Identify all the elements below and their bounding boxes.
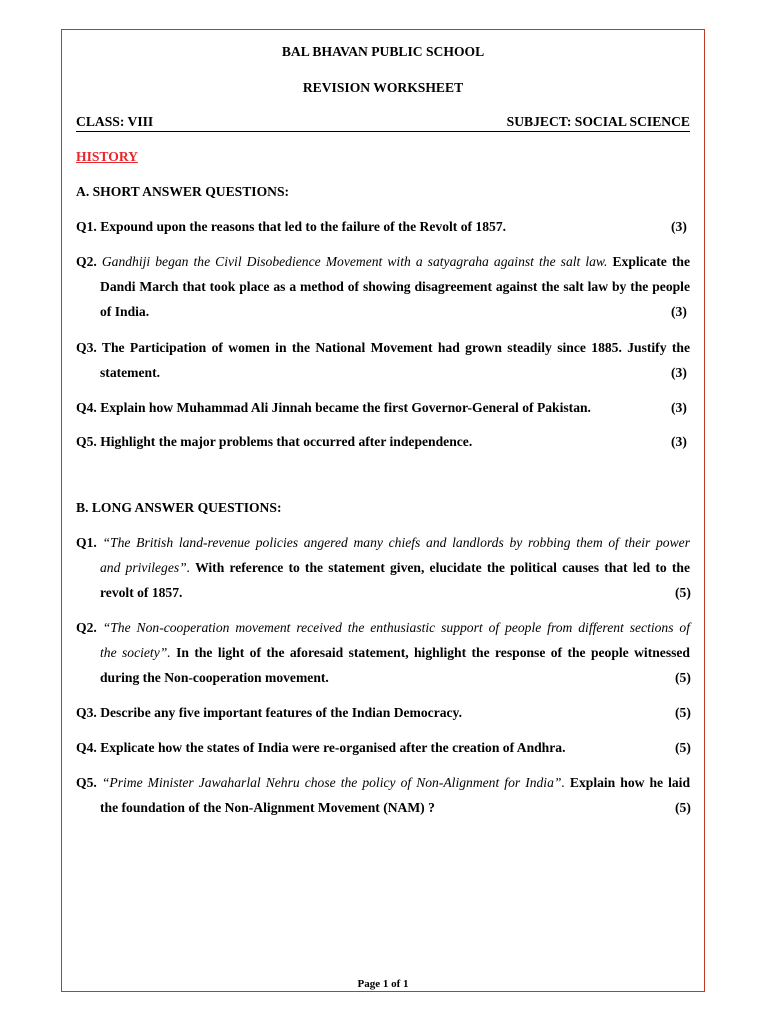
question-text: In the light of the aforesaid statement, highlight the response of the people witnessed [176, 645, 690, 660]
question-number: Q1. [76, 535, 97, 550]
marks: (5) [675, 670, 691, 685]
question-number: Q3. [76, 705, 97, 720]
question-number: Q4. [76, 740, 97, 755]
school-name: BAL BHAVAN PUBLIC SCHOOL [281, 44, 485, 59]
question-quote: Gandhiji began the Civil Disobedience Movement with a satyagraha against the salt law. [101, 254, 608, 269]
question-text: Explain how he laid [569, 775, 691, 790]
section-heading-history: HISTORY [76, 149, 138, 164]
question-quote: “The Non-cooperation movement received the enthusiastic support of people from different sections of [102, 620, 690, 635]
question-text: statement. [100, 365, 161, 380]
question-text: Describe any five important features of the Indian Democracy. [100, 705, 463, 720]
question-text: revolt of 1857. [100, 585, 183, 600]
marks: (5) [675, 740, 691, 755]
worksheet-title: REVISION WORKSHEET [302, 80, 464, 95]
page-footer: Page 1 of 1 [357, 978, 409, 990]
class-label: CLASS: VIII [76, 114, 154, 129]
question-number: Q5. [76, 775, 97, 790]
question-number: Q2. [76, 254, 97, 269]
long-answer-heading: B. LONG ANSWER QUESTIONS: [76, 500, 282, 515]
question-text: The Participation of women in the National Movement had grown steadily since 1885. Justify the [101, 340, 690, 355]
question-number: Q3. [76, 340, 97, 355]
marks: (5) [675, 800, 691, 815]
question-text: Explicate the [612, 254, 690, 269]
question-number: Q1. [76, 219, 97, 234]
marks: (3) [671, 434, 687, 449]
marks: (3) [671, 304, 687, 319]
question-number: Q5. [76, 434, 97, 449]
question-text: Dandi March that took place as a method of showing disagreement against the salt law by the people [100, 279, 690, 294]
subject-label: SUBJECT: SOCIAL SCIENCE [506, 114, 690, 129]
question-number: Q4. [76, 400, 97, 415]
marks: (3) [671, 400, 687, 415]
question-quote: the society”. [100, 645, 171, 660]
marks: (3) [671, 365, 687, 380]
question-quote: “The British land-revenue policies angered many chiefs and landlords by robbing them of their power [102, 535, 690, 550]
question-text: Explicate how the states of India were re-organised after the creation of Andhra. [100, 740, 566, 755]
marks: (5) [675, 585, 691, 600]
question-quote: and privileges”. [100, 560, 191, 575]
short-answer-heading: A. SHORT ANSWER QUESTIONS: [76, 184, 290, 199]
question-number: Q2. [76, 620, 97, 635]
question-text: Highlight the major problems that occurred after independence. [100, 434, 473, 449]
question-text: of India. [100, 304, 150, 319]
class-subject-row [76, 114, 690, 132]
question-quote: “Prime Minister Jawaharlal Nehru chose the policy of Non-Alignment for India”. [101, 775, 565, 790]
marks: (3) [671, 219, 687, 234]
question-text: during the Non-cooperation movement. [100, 670, 329, 685]
question-text: the foundation of the Non-Alignment Movement (NAM) ? [100, 800, 435, 815]
question-text: With reference to the statement given, elucidate the political causes that led to the [195, 560, 691, 575]
marks: (5) [675, 705, 691, 720]
question-text: Expound upon the reasons that led to the failure of the Revolt of 1857. [100, 219, 507, 234]
question-text: Explain how Muhammad Ali Jinnah became the first Governor-General of Pakistan. [100, 400, 591, 415]
